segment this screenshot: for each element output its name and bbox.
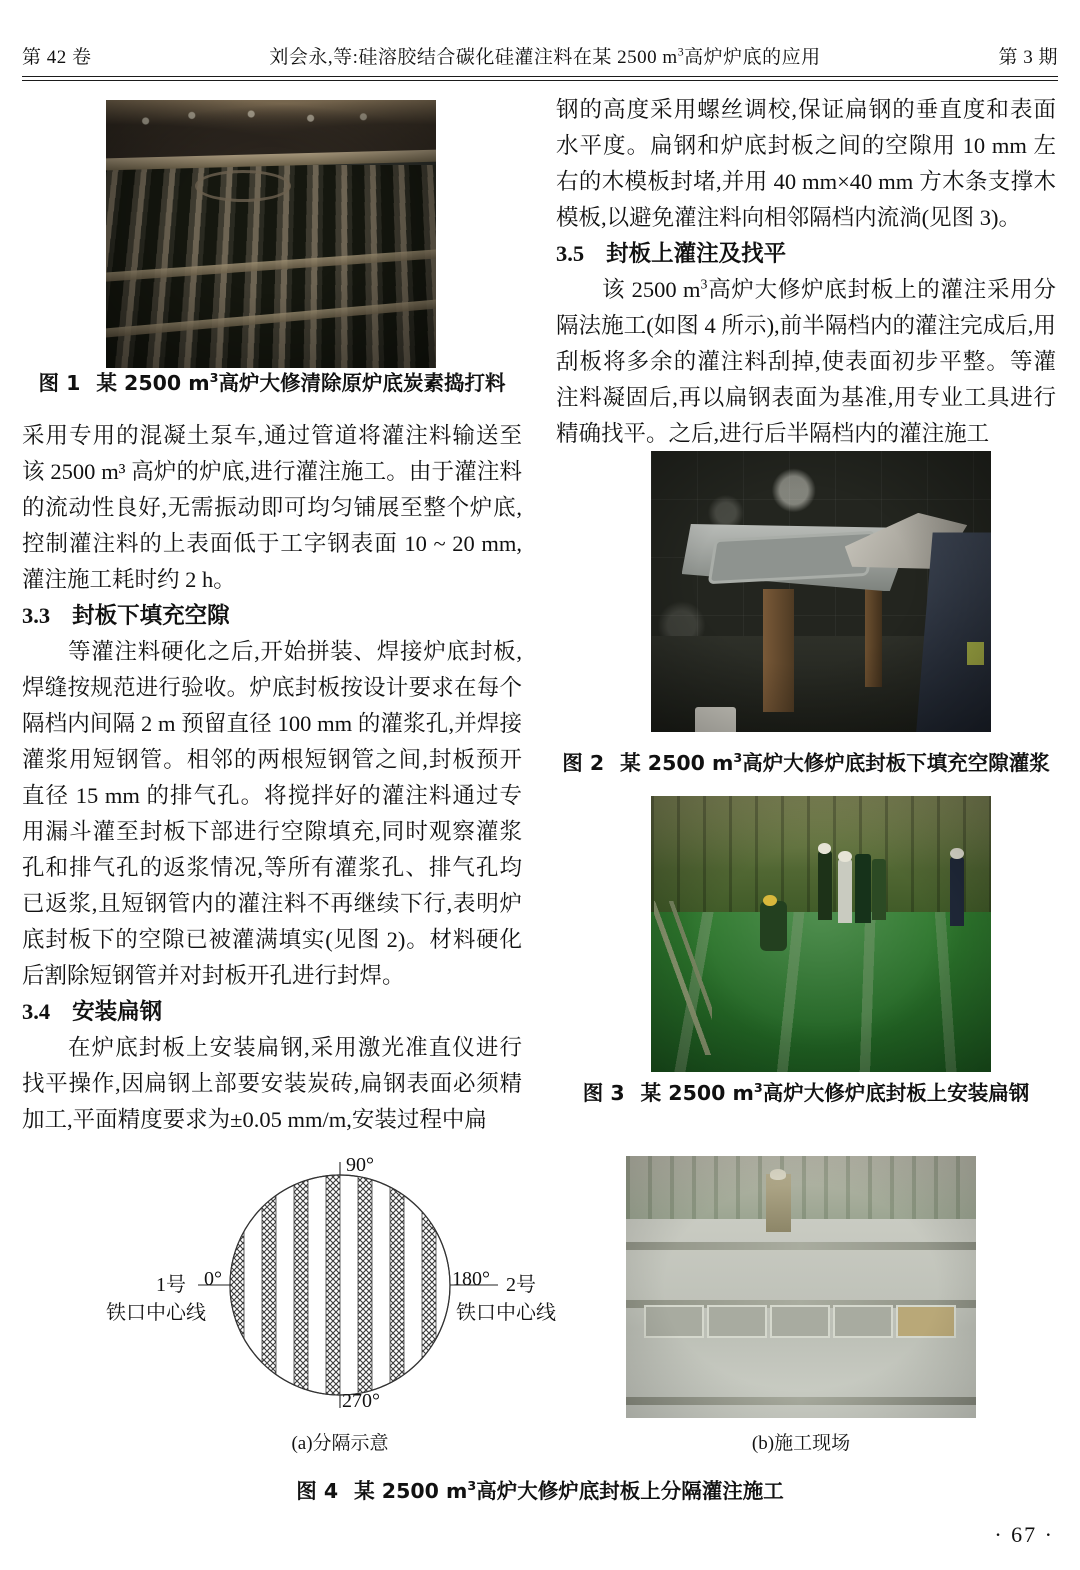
left-paragraph-1: 采用专用的混凝土泵车,通过管道将灌注料输送至该 2500 m³ 高炉的炉底,进行灌注施工。由于灌注料的流动性良好,无需振动即可均匀铺展至整个炉底,控制灌注料的上表面低于工字钢表面 10 ~ 20 mm,灌注施工耗时约 2 h。 [22,423,522,592]
superscript-3: 3 [677,45,685,59]
figure-1-label: 图 1 [38,371,81,395]
page-number: · 67 · [994,1522,1054,1547]
photo-vignette [626,1156,976,1418]
right-paragraph-1: 钢的高度采用螺丝调校,保证扁钢的垂直度和表面水平度。扁钢和炉底封板之间的空隙用 10 mm 左右的木模板封堵,并用 40 mm×40 mm 方木条支撑木模板,以避免灌注料向相邻隔档内流淌(见图 3)。 [556,97,1056,230]
figure-1-caption: 图 1 某 2500 $m^3$高炉大修清除原炉底炭素捣打料 [38,370,506,395]
cubic-meter-unit: m [732,1081,754,1105]
running-head [22,38,1058,72]
section-number: 3.4 [22,999,51,1024]
superscript-3: 3 [753,1080,763,1096]
figure-2-label: 图 2 [562,751,605,775]
header-rule [22,76,1058,82]
superscript-3: 3 [733,750,743,766]
figure-2-caption: 图 2 某 2500 $m^3$高炉大修炉底封板下填充空隙灌浆 [562,750,1050,775]
angle-label-0: 0° [204,1268,222,1290]
right-paragraph-2: 该 2500 $m^3$高炉大修炉底封板上的灌注采用分隔法施工(如图 4 所示),前半隔档内的灌注完成后,用刮板将多余的灌注料刮掉,使表面初步平整。等灌注料凝固后,再以扁钢表面为基准,用专业工具进行精确找平。之后,进行后半隔档内的灌注施工 [556,277,1056,446]
partition-schematic-svg [120,1150,560,1420]
section-heading-3-3 [22,598,522,634]
section-title: 安装扁钢 [72,999,163,1025]
section-title: 封板下填充空隙 [72,603,230,629]
figure-3-photo [651,796,991,1072]
figure-4-caption: 图 4 某 2500 $m^3$高炉大修炉底封板上分隔灌注施工 [296,1478,784,1503]
superscript-3: 3 [209,370,219,386]
running-title: 刘会永,等:硅溶胶结合碳化硅灌注料在某 2500 $m^3$高炉炉底的应用 [269,45,821,68]
figure-1-photo [106,100,436,368]
figure-2-photo [651,451,991,732]
cubic-meter-unit: m [446,1479,468,1503]
taphole-1-centerline-label: 铁口中心线 [106,1302,206,1324]
left-paragraph-2: 等灌注料硬化之后,开始拼装、焊接炉底封板,焊缝按规范进行验收。炉底封板按设计要求在每个隔档内间隔 2 m 预留直径 100 mm 的灌浆孔,并焊接灌浆用短钢管。相邻的两根短钢管之间,封板预开直径 15 mm 的排气孔。将搅拌好的灌注料通过专用漏斗灌至封板下部进行空隙填充,同时观察灌浆孔和排气孔的返浆情况,等所有灌浆孔、排气孔均已返浆,且短钢管内的灌注料不再继续下行,表明炉底封板下的空隙已被灌满填实(见图 2)。材料硬化后割除短钢管并对封板开孔进行封焊。 [22,639,522,988]
angle-label-180: 180° [452,1268,490,1290]
cubic-meter-unit: m [712,751,734,775]
figure-4b-photo [626,1156,976,1418]
superscript-3: 3 [700,277,708,293]
figure-3-caption: 图 3 某 2500 $m^3$高炉大修炉底封板上安装扁钢 [582,1080,1030,1105]
figure-3-label: 图 3 [582,1081,625,1105]
angle-label-270: 270° [342,1390,380,1412]
superscript-3: 3 [467,1478,477,1494]
taphole-2-centerline-label: 铁口中心线 [456,1302,556,1324]
left-paragraph-3: 在炉底封板上安装扁钢,采用激光准直仪进行找平操作,因扁钢上部要安装炭砖,扁钢表面必须精加工,平面精度要求为±0.05 mm/m,安装过程中扁 [22,1035,522,1132]
taphole-1-label: 1号 [156,1274,186,1296]
figure-4a-subcaption: (a)分隔示意 [291,1433,389,1454]
section-title: 封板上灌注及找平 [606,241,787,267]
cubic-meter-unit: m [188,371,210,395]
photo-vignette [651,451,991,732]
taphole-2-label: 2号 [506,1274,536,1296]
figure-4a-diagram [106,1150,560,1420]
angle-label-90: 90° [346,1154,374,1176]
section-number: 3.3 [22,603,51,628]
figure-4b-subcaption: (b)施工现场 [751,1433,851,1454]
section-heading-3-4 [22,994,522,1030]
section-heading-3-5 [556,236,1056,272]
volume-label: 第 42 卷 [22,46,92,68]
section-number: 3.5 [556,241,585,266]
figure-4-label: 图 4 [296,1479,339,1503]
issue-label: 第 3 期 [998,46,1058,68]
cubic-meter-unit: m [682,277,701,302]
cubic-meter-unit: m [662,46,678,68]
photo-vignette [651,796,991,1072]
photo-vignette [106,100,436,368]
